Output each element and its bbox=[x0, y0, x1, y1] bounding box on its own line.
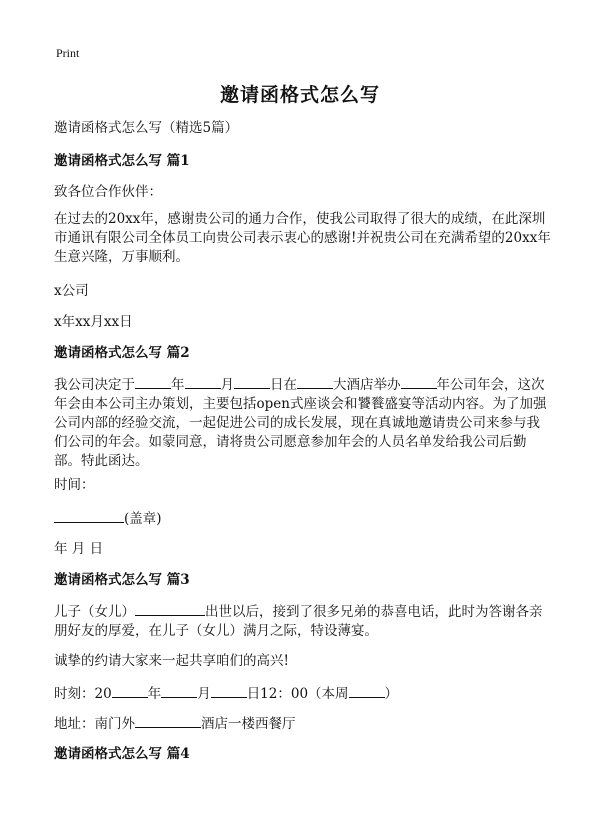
section-3-address-text: 地址：南门外 bbox=[54, 716, 135, 732]
section-2-body-text: 大酒店举办 bbox=[333, 377, 401, 393]
section-2-date-label: 年 月 日 bbox=[54, 541, 104, 557]
blank-seal-field[interactable] bbox=[54, 508, 124, 523]
section-2-body bbox=[54, 374, 552, 471]
section-heading-4: 邀请函格式怎么写 篇4 bbox=[54, 746, 190, 762]
section-1-body: 在过去的20xx年，感谢贵公司的通力合作，使我公司取得了很大的成绩，在此深圳市通讯有限公司全体员工向贵公司表示衷心的感谢!并祝贵公司在充满希望的20xx年生意兴隆，万事顺利。 bbox=[54, 211, 551, 265]
document-subtitle: 邀请函格式怎么写（精选5篇） bbox=[54, 120, 239, 136]
blank-hotel-field[interactable] bbox=[297, 374, 333, 389]
section-3-time-text: 年 bbox=[147, 686, 162, 702]
blank-month-field[interactable] bbox=[185, 374, 221, 389]
print-label[interactable]: Print bbox=[56, 46, 80, 60]
blank-year-field[interactable] bbox=[135, 374, 171, 389]
blank-day-field[interactable] bbox=[234, 374, 270, 389]
section-1-greeting: 致各位合作伙伴： bbox=[54, 184, 162, 200]
section-2-body-text: 年公司年会，这次年会由本公司主办策划，主要包括open式座谈会和饕餮盛宴等活动内容。为了加强公司内部的经验交流，一起促进公司的成长发展，现在真诚地邀请贵公司来参与我们公司的年会。如蒙同意，请将贵公司愿意参加年会的人员名单发给我公司后勤部。特此函达。 bbox=[54, 377, 547, 469]
section-3-body-text: 儿子（女儿） bbox=[54, 604, 135, 620]
section-heading-3: 邀请函格式怎么写 篇3 bbox=[54, 572, 190, 588]
section-3-address-text: 酒店一楼西餐厅 bbox=[201, 716, 296, 732]
section-2-seal-label: (盖章) bbox=[124, 511, 162, 527]
blank-time-month-field[interactable] bbox=[161, 683, 197, 698]
section-2-time-label: 时间： bbox=[54, 477, 95, 493]
section-3-address-line bbox=[54, 713, 552, 734]
section-3-body bbox=[54, 601, 552, 641]
section-2-body-text: 我公司决定于 bbox=[54, 377, 135, 393]
section-2-seal-line bbox=[54, 508, 552, 529]
section-1-signature: x公司 bbox=[54, 283, 89, 299]
blank-time-year-field[interactable] bbox=[112, 683, 148, 698]
section-3-time-text: 时刻：20 bbox=[54, 686, 112, 702]
section-2-body-text: 月 bbox=[220, 377, 234, 393]
blank-child-name-field[interactable] bbox=[135, 601, 205, 616]
section-3-invite-line: 诚挚的约请大家来一起共享咱们的高兴! bbox=[54, 653, 289, 669]
section-3-time-text: ） bbox=[384, 686, 399, 702]
section-heading-2: 邀请函格式怎么写 篇2 bbox=[54, 345, 190, 361]
section-2-body-text: 日在 bbox=[270, 377, 297, 393]
blank-annual-year-field[interactable] bbox=[401, 374, 437, 389]
blank-time-weekday-field[interactable] bbox=[349, 683, 385, 698]
section-3-body-text: 出世以后，接到了很多兄弟的恭喜电话，此时为答谢各亲朋好友的厚爱，在儿子（女儿）满月之际，特设薄宴。 bbox=[54, 604, 543, 639]
section-3-time-text: 月 bbox=[197, 686, 211, 702]
section-heading-1: 邀请函格式怎么写 篇1 bbox=[54, 153, 190, 169]
document-title: 邀请函格式怎么写 bbox=[219, 84, 380, 106]
section-3-time-line bbox=[54, 683, 552, 704]
section-2-body-text: 年 bbox=[171, 377, 185, 393]
section-1-date: x年xx月xx日 bbox=[54, 314, 133, 330]
blank-address-field[interactable] bbox=[135, 713, 201, 728]
blank-time-day-field[interactable] bbox=[211, 683, 247, 698]
section-3-time-text: 日12：00（本周 bbox=[246, 686, 349, 702]
